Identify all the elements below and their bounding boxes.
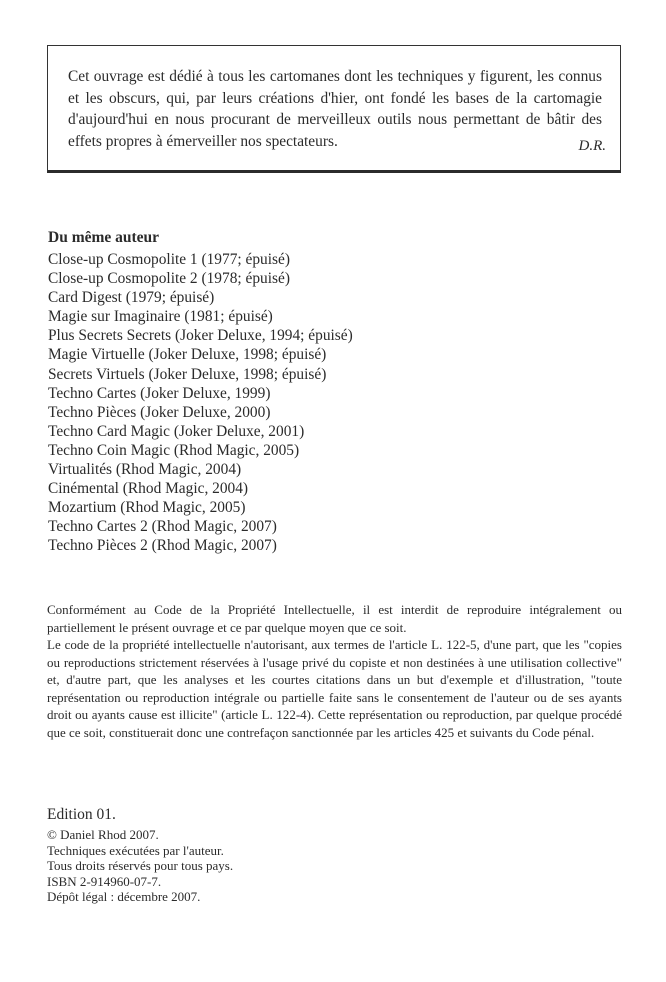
work-item: Card Digest (1979; épuisé)	[48, 289, 215, 307]
work-item: Techno Pièces (Joker Deluxe, 2000)	[48, 403, 271, 421]
copyright-line: © Daniel Rhod 2007.	[47, 827, 159, 842]
work-item: Magie sur Imaginaire (1981; épuisé)	[48, 308, 273, 326]
colophon	[47, 805, 447, 905]
legal-paragraph-1: Conformément au Code de la Propriété Intellectuelle, il est interdit de reproduire intégralement ou partiellement le présent ouvrage et ce par quelque moyen que ce soit.	[47, 602, 622, 635]
legal-paragraph-2: Le code de la propriété intellectuelle n'autorisant, aux termes de l'article L. 122-5, d'une part, que les "copies ou reproductions strictement réservées à l'usage privé du copiste et non destinées à une utilisation collective" et, d'autre part, que les analyses et les courtes citations dans un but d'exemple et d'illustration, "toute représentation ou reproduction intégrale ou partielle faite sans le consentement de l'auteur ou de ses ayants droit ou ayants cause est illicite" (article L. 122-4). Cette représentation ou reproduction, par quelque procédé que ce soit, constituerait donc une contrefaçon sanctionnée par les articles 425 et suivants du Code pénal.	[47, 637, 622, 740]
work-item: Close-up Cosmopolite 1 (1977; épuisé)	[48, 251, 290, 268]
work-item: Techno Card Magic (Joker Deluxe, 2001)	[48, 422, 305, 440]
work-item: Secrets Virtuels (Joker Deluxe, 1998; épuisé)	[48, 365, 327, 383]
credits-line: Techniques exécutées par l'auteur.	[47, 842, 224, 858]
dedication-text: Cet ouvrage est dédié à tous les cartomanes dont les techniques y figurent, les connus et les obscurs, qui, par leurs créations d'hier, ont fondé les bases de la cartomagie d'aujourd'hui en nous procurant de merveilleux outils nous permettant de bâtir des effets propres à émerveiller nos spectateurs.	[68, 68, 602, 150]
work-item: Techno Cartes (Joker Deluxe, 1999)	[48, 384, 271, 402]
work-item: Techno Cartes 2 (Rhod Magic, 2007)	[48, 518, 277, 536]
dedication-box	[47, 45, 621, 173]
dedication-signature: D.R.	[578, 138, 606, 154]
works-title: Du même auteur	[48, 229, 160, 246]
isbn-line: ISBN 2-914960-07-7.	[47, 873, 162, 889]
work-item: Techno Pièces 2 (Rhod Magic, 2007)	[48, 537, 277, 555]
work-item: Virtualités (Rhod Magic, 2004)	[48, 461, 242, 479]
rights-line: Tous droits réservés pour tous pays.	[47, 858, 234, 874]
colophon-list	[47, 827, 447, 905]
works-list	[48, 250, 608, 556]
work-item: Mozartium (Rhod Magic, 2005)	[48, 499, 246, 517]
legal-notice	[47, 601, 622, 741]
work-item: Close-up Cosmopolite 2 (1978; épuisé)	[48, 270, 290, 288]
edition-label: Edition 01.	[47, 806, 116, 823]
work-item: Magie Virtuelle (Joker Deluxe, 1998; épuisé)	[48, 346, 327, 364]
work-item: Cinémental (Rhod Magic, 2004)	[48, 480, 249, 498]
works-section	[48, 228, 608, 556]
legal-deposit-line: Dépôt légal : décembre 2007.	[47, 889, 201, 905]
work-item: Techno Coin Magic (Rhod Magic, 2005)	[48, 441, 300, 459]
work-item: Plus Secrets Secrets (Joker Deluxe, 1994; épuisé)	[48, 327, 353, 345]
